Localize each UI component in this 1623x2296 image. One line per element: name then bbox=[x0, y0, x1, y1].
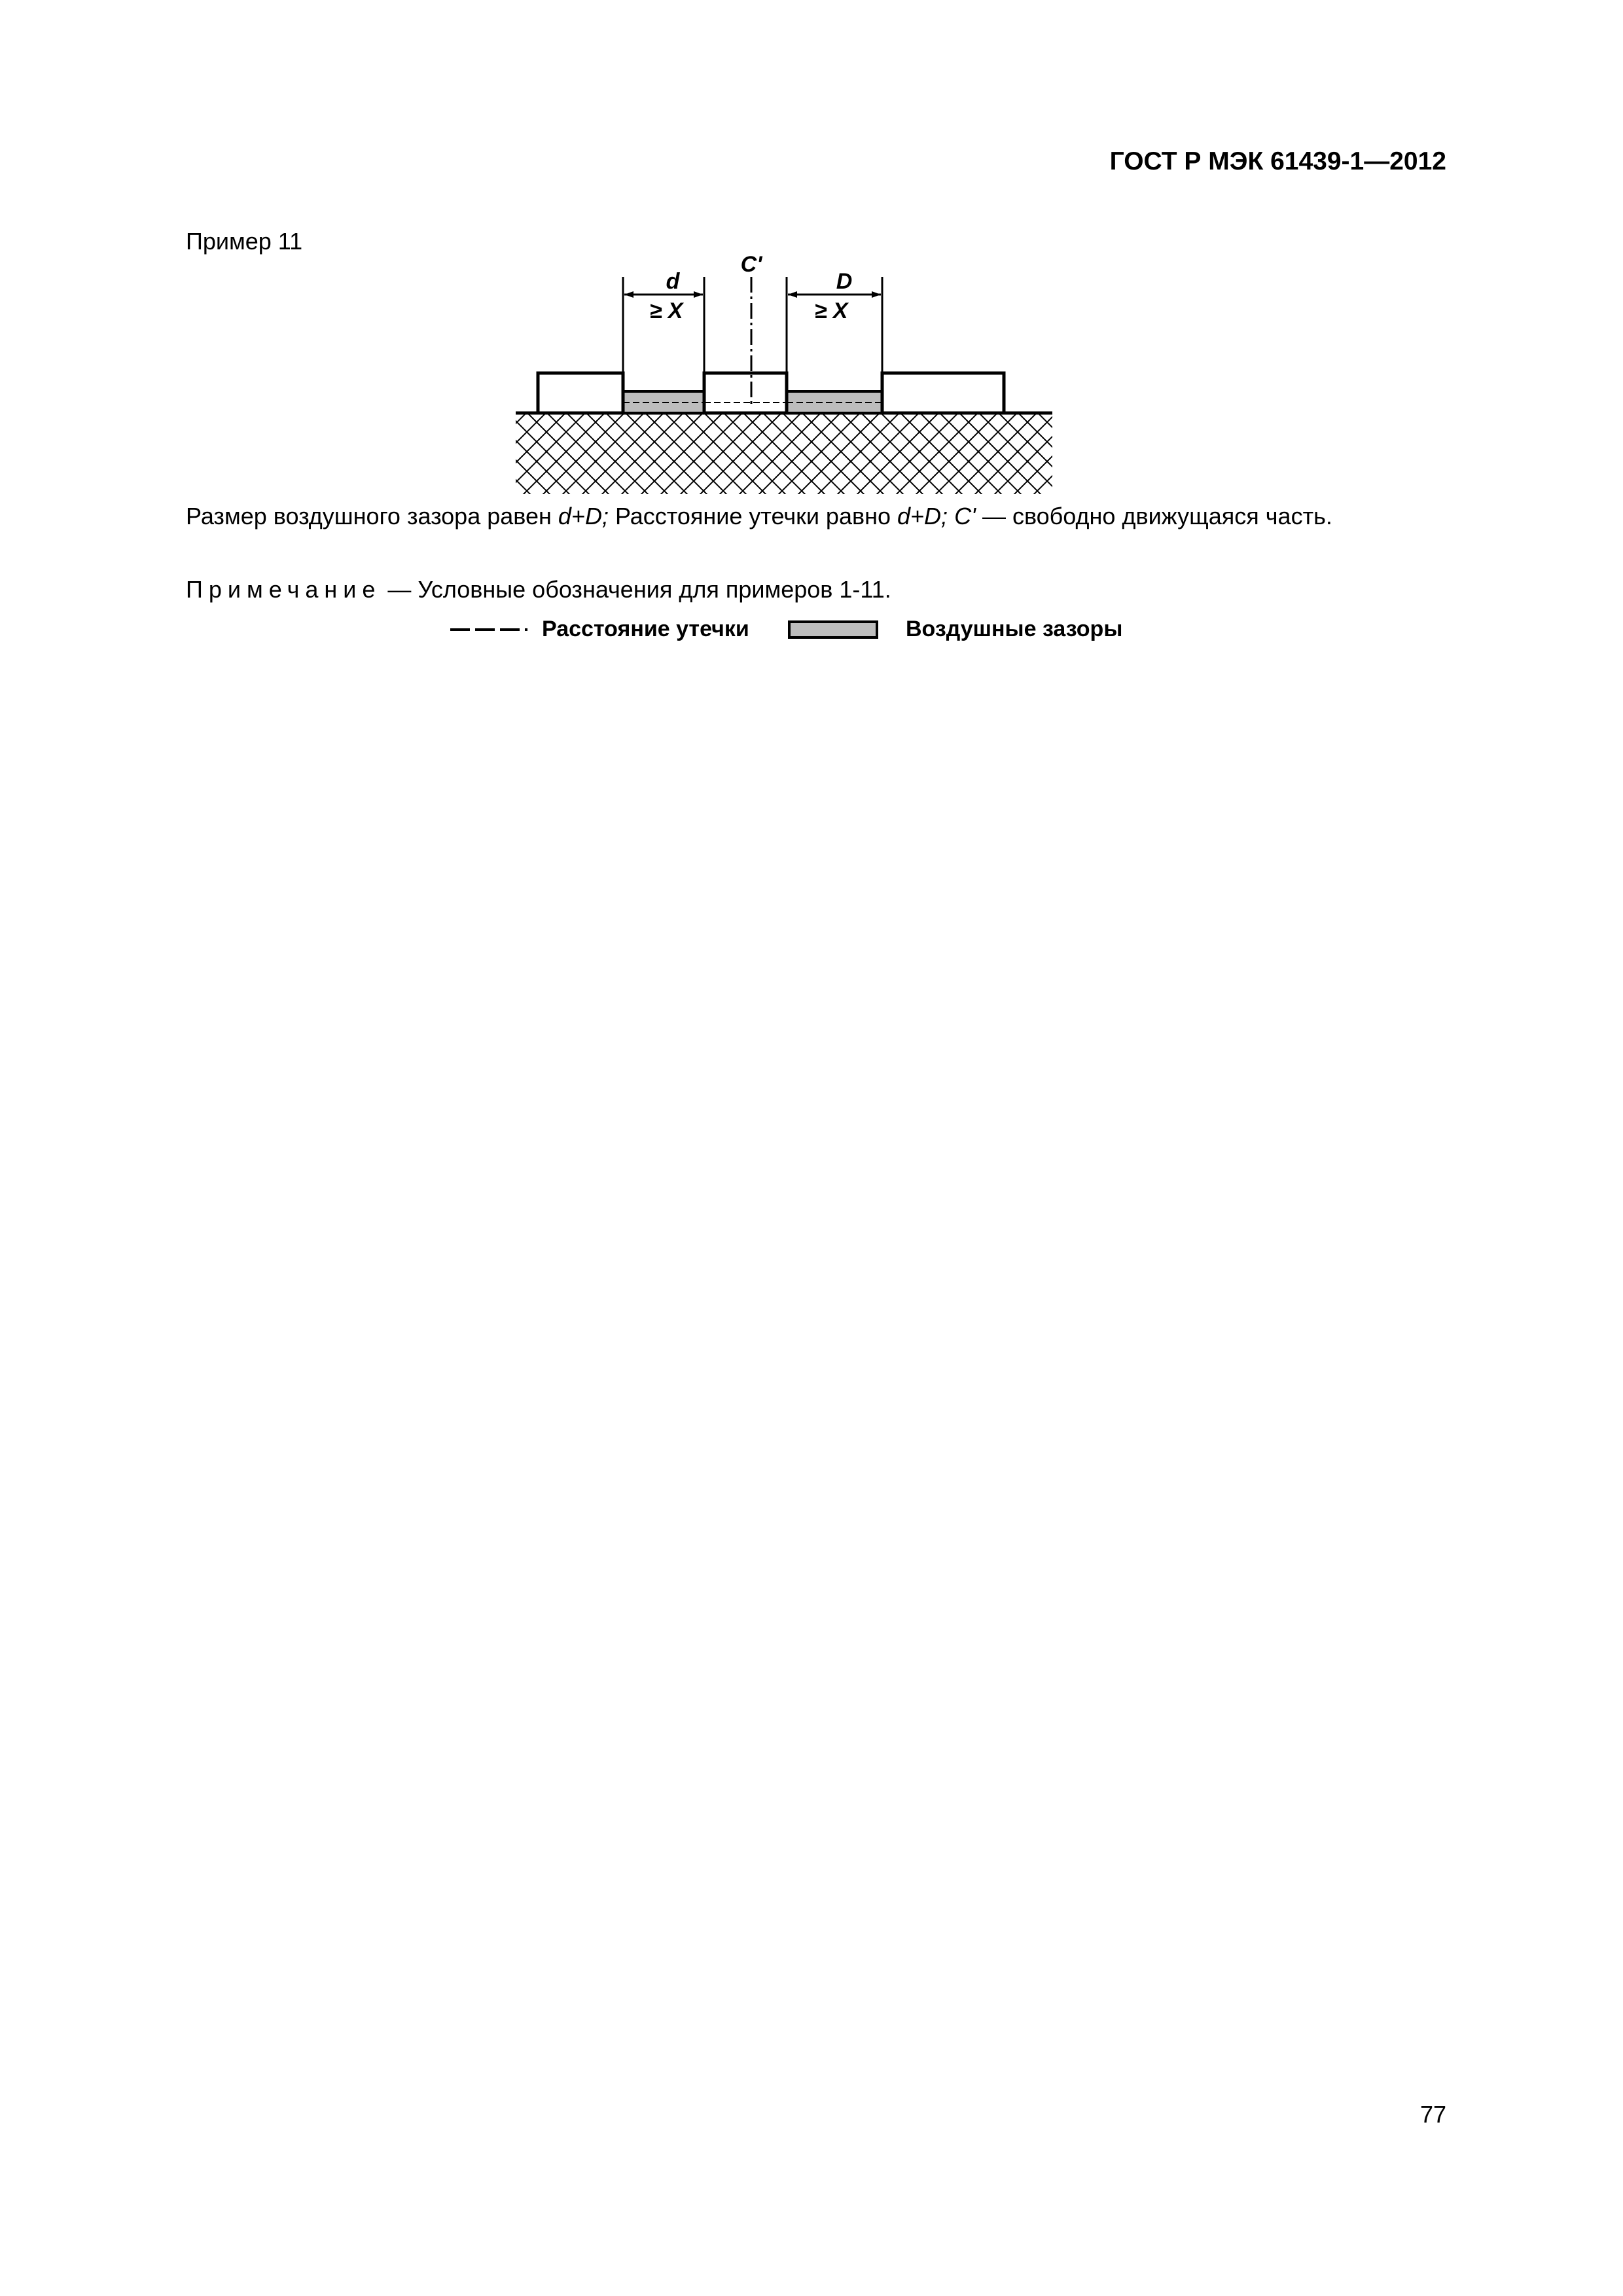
dimension-min-D: ≥ X bbox=[814, 298, 848, 323]
part-left bbox=[538, 373, 623, 413]
ground-hatch bbox=[516, 413, 1052, 494]
page-number: 77 bbox=[1419, 2101, 1446, 2128]
dimension-label-d: d bbox=[666, 269, 680, 294]
figure-caption bbox=[186, 503, 1332, 530]
clearance-legend-symbol bbox=[788, 620, 880, 640]
legend bbox=[450, 617, 1137, 645]
note-label: Примечание bbox=[186, 576, 382, 603]
moving-part-label: C' bbox=[740, 252, 762, 277]
note-text: — Условные обозначения для примеров 1-11. bbox=[381, 576, 891, 603]
creepage-legend-label: Расстояние утечки bbox=[542, 617, 749, 641]
arrow-head bbox=[872, 291, 881, 298]
arrow-head bbox=[694, 291, 703, 298]
example-title: Пример 11 bbox=[186, 228, 303, 255]
arrow-head bbox=[624, 291, 633, 298]
dimension-label-D: D bbox=[836, 269, 853, 294]
caption-expression: d+D; C' bbox=[897, 503, 976, 529]
caption-expression: d+D; bbox=[558, 503, 609, 529]
note bbox=[186, 576, 891, 603]
dimension-min-d: ≥ X bbox=[649, 298, 683, 323]
caption-text: Размер воздушного зазора равен bbox=[186, 503, 558, 529]
document-standard-header: ГОСТ Р МЭК 61439-1—2012 bbox=[1109, 147, 1446, 175]
caption-text: Расстояние утечки равно bbox=[608, 503, 898, 529]
clearance-legend-label: Воздушные зазоры bbox=[906, 617, 1123, 641]
arrow-head bbox=[788, 291, 797, 298]
creepage-legend-symbol bbox=[450, 624, 529, 635]
part-right bbox=[882, 373, 1004, 413]
part-moving-c-prime bbox=[704, 373, 787, 413]
example-11-figure bbox=[497, 245, 1060, 502]
caption-text: — свободно движущаяся часть. bbox=[975, 503, 1332, 529]
